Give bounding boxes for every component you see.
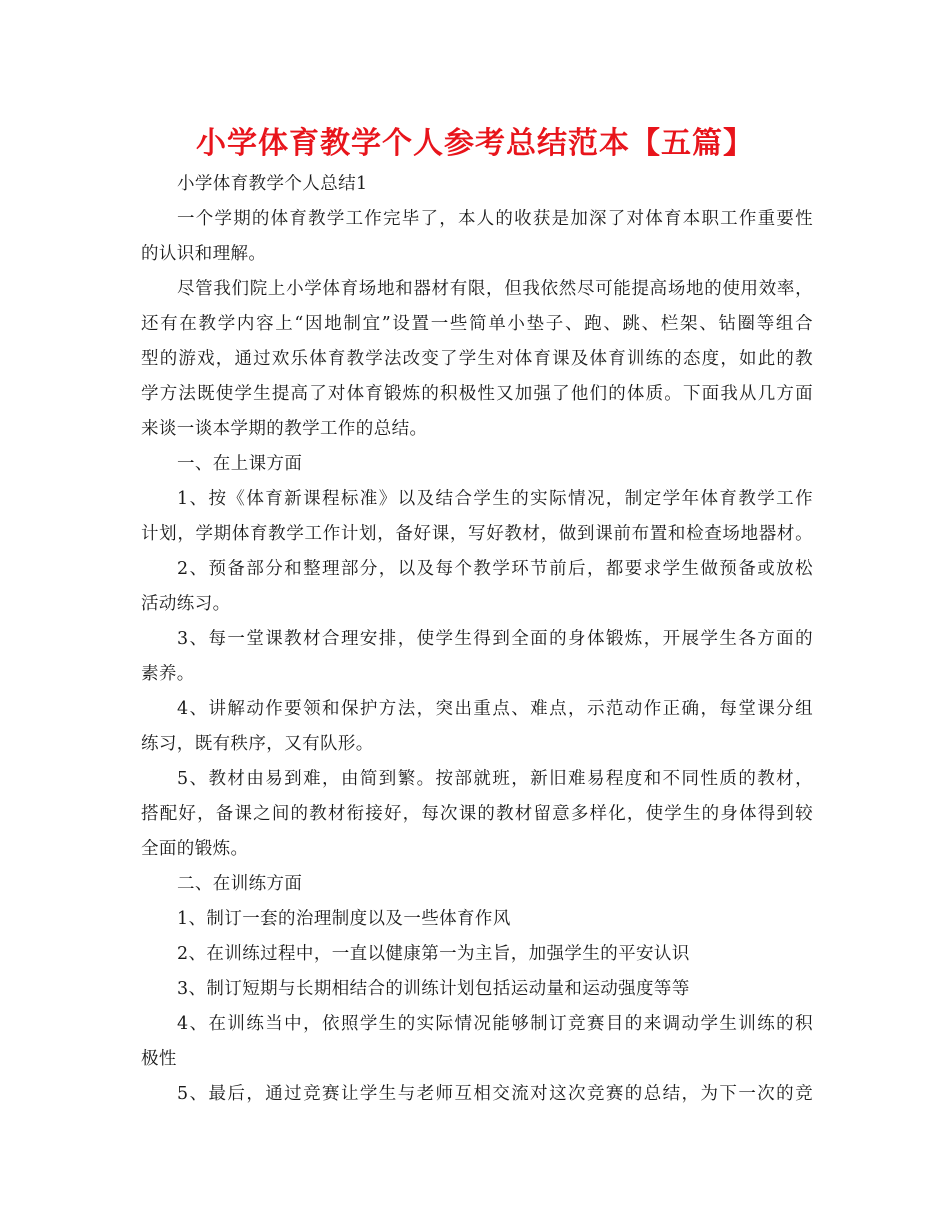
body-text-line: 计划，学期体育教学工作计划，备好课，写好教材，做到课前布置和检查场地器材。 <box>141 524 813 544</box>
body-text-line: 1、按《体育新课程标准》以及结合学生的实际情况，制定学年体育教学工作 <box>177 489 813 509</box>
body-text-line: 练习，既有秩序，又有队形。 <box>141 734 374 754</box>
body-text-line: 5、最后，通过竞赛让学生与老师互相交流对这次竞赛的总结，为下一次的竞 <box>177 1084 813 1104</box>
body-text-line: 2、预备部分和整理部分，以及每个教学环节前后，都要求学生做预备或放松 <box>177 559 813 579</box>
section-subtitle: 小学体育教学个人总结1 <box>177 174 368 194</box>
body-text-line: 5、教材由易到难，由简到繁。按部就班，新旧难易程度和不同性质的教材， <box>177 769 813 789</box>
body-text-line: 3、每一堂课教材合理安排，使学生得到全面的身体锻炼，开展学生各方面的 <box>177 629 813 649</box>
body-text-line: 4、讲解动作要领和保护方法，突出重点、难点，示范动作正确，每堂课分组 <box>177 699 813 719</box>
body-text-line: 还有在教学内容上“因地制宜”设置一些简单小垫子、跑、跳、栏架、钻圈等组合 <box>141 314 813 334</box>
body-text-line: 尽管我们院上小学体育场地和器材有限，但我依然尽可能提高场地的使用效率， <box>177 279 813 299</box>
document-body <box>141 167 813 1112</box>
body-text-line: 3、制订短期与长期相结合的训练计划包括运动量和运动强度等等 <box>177 979 690 999</box>
document-title: 小学体育教学个人参考总结范本【五篇】 <box>196 126 754 161</box>
body-text-line: 素养。 <box>141 664 195 684</box>
body-text-line: 搭配好，备课之间的教材衔接好，每次课的教材留意多样化，使学生的身体得到较 <box>141 804 813 824</box>
body-text-line: 1、制订一套的治理制度以及一些体育作风 <box>177 909 511 929</box>
body-text-line: 型的游戏，通过欢乐体育教学法改变了学生对体育课及体育训练的态度，如此的教 <box>141 349 813 369</box>
body-text-line: 来谈一谈本学期的教学工作的总结。 <box>141 419 428 439</box>
body-text-line: 极性 <box>141 1049 177 1069</box>
body-text-line: 活动练习。 <box>141 594 231 614</box>
body-text-line: 4、在训练当中，依照学生的实际情况能够制订竞赛目的来调动学生训练的积 <box>177 1014 813 1034</box>
body-text-line: 全面的锻炼。 <box>141 839 249 859</box>
body-text-line: 一个学期的体育教学工作完毕了，本人的收获是加深了对体育本职工作重要性 <box>177 209 813 229</box>
body-text-line: 二、在训练方面 <box>177 874 303 894</box>
body-text-line: 2、在训练过程中，一直以健康第一为主旨，加强学生的平安认识 <box>177 944 690 964</box>
body-lines <box>141 202 813 1112</box>
body-text-line: 学方法既使学生提高了对体育锻炼的积极性又加强了他们的体质。下面我从几方面 <box>141 384 813 404</box>
body-text-line: 的认识和理解。 <box>141 244 267 264</box>
body-text-line: 一、在上课方面 <box>177 454 303 474</box>
